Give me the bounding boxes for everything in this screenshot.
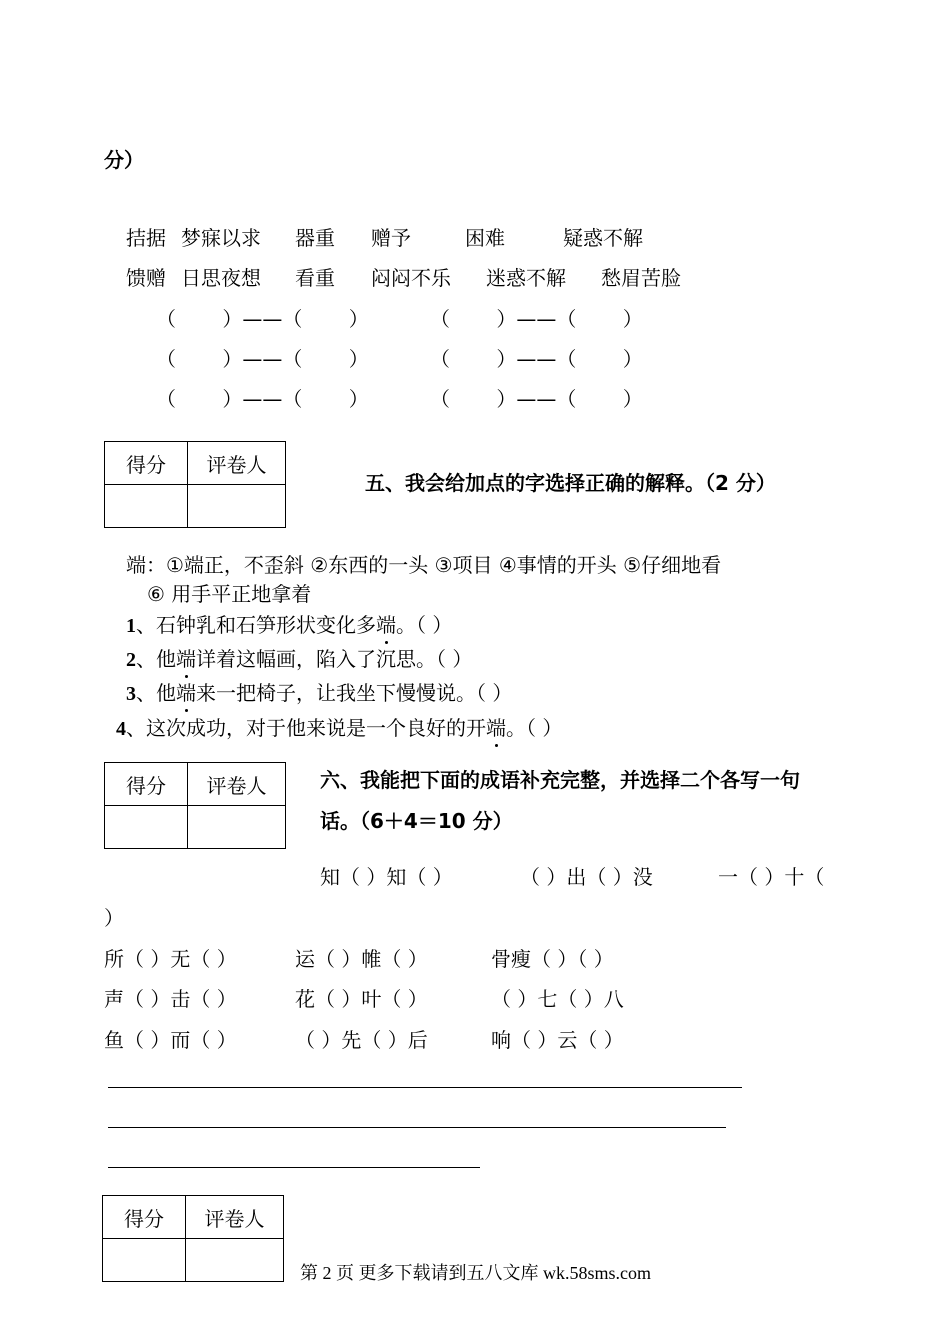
pair-blank[interactable]: （ ）——（ ）	[430, 387, 643, 411]
score-header: 得分	[105, 763, 188, 806]
score-cell[interactable]	[103, 1239, 186, 1282]
score-header: 得分	[105, 442, 188, 485]
question-3: 3、他端来一把椅子，让我坐下慢慢说。（ ）	[126, 681, 513, 705]
word: 拮据	[126, 226, 166, 250]
section-5-title: 五、我会给加点的字选择正确的解释。（2 分）	[365, 471, 776, 495]
idiom-item[interactable]: （ ）先（ ）后	[295, 1028, 428, 1052]
word: 梦寐以求	[181, 226, 261, 250]
word: 闷闷不乐	[371, 266, 451, 290]
score-table	[104, 762, 286, 849]
page-footer: 第 2 页 更多下载请到五八文库 wk.58sms.com	[300, 1263, 651, 1283]
word: 疑惑不解	[563, 226, 643, 250]
reviewer-cell[interactable]	[188, 806, 286, 849]
idiom-item[interactable]: 响（ ）云（ ）	[491, 1028, 624, 1052]
continued-fragment: 分）	[104, 148, 144, 172]
question-1: 1、石钟乳和石笋形状变化多端。（ ）	[126, 613, 453, 637]
word: 困难	[465, 226, 505, 250]
idiom-item[interactable]: 一（ ）十（	[718, 865, 825, 889]
idiom-item[interactable]: （ ）出（ ）没	[520, 865, 653, 889]
score-cell[interactable]	[105, 485, 188, 528]
idiom-item[interactable]: 花（ ）叶（ ）	[295, 987, 428, 1011]
word: 馈赠	[126, 266, 166, 290]
idiom-item[interactable]: 声（ ）击（ ）	[104, 987, 237, 1011]
section-6-title-line-2: 话。（6＋4＝10 分）	[320, 809, 513, 833]
idiom-item[interactable]: 鱼（ ）而（ ）	[104, 1028, 237, 1052]
idiom-item-continued: ）	[104, 906, 124, 930]
definitions-line-1: 端：①端正，不歪斜 ②东西的一头 ③项目 ④事情的开头 ⑤仔细地看	[126, 553, 722, 577]
section-6-title-line-1: 六、我能把下面的成语补充完整，并选择二个各写一句	[320, 768, 800, 792]
idiom-item[interactable]: 知（ ）知（ ）	[320, 865, 453, 889]
reviewer-header: 评卷人	[186, 1196, 284, 1239]
score-table	[102, 1195, 284, 1282]
question-2: 2、他端详着这幅画，陷入了沉思。（ ）	[126, 647, 473, 671]
pair-blank[interactable]: （ ）——（ ）	[156, 347, 369, 371]
score-cell[interactable]	[105, 806, 188, 849]
writing-line[interactable]	[108, 1087, 742, 1088]
word: 赠予	[371, 226, 411, 250]
idiom-item[interactable]: 运（ ）帷（ ）	[295, 947, 428, 971]
score-table	[104, 441, 286, 528]
idiom-item[interactable]: （ ）七（ ）八	[491, 987, 624, 1011]
pair-blank[interactable]: （ ）——（ ）	[156, 307, 369, 331]
writing-line[interactable]	[108, 1127, 726, 1128]
word: 器重	[295, 226, 335, 250]
reviewer-cell[interactable]	[186, 1239, 284, 1282]
reviewer-header: 评卷人	[188, 763, 286, 806]
score-header: 得分	[103, 1196, 186, 1239]
pair-blank[interactable]: （ ）——（ ）	[430, 347, 643, 371]
pair-blank[interactable]: （ ）——（ ）	[156, 387, 369, 411]
word: 愁眉苦脸	[601, 266, 681, 290]
idiom-item[interactable]: 骨瘦（ ）（ ）	[491, 947, 614, 971]
word: 日思夜想	[181, 266, 261, 290]
reviewer-cell[interactable]	[188, 485, 286, 528]
reviewer-header: 评卷人	[188, 442, 286, 485]
question-4: 4、这次成功，对于他来说是一个良好的开端。（ ）	[116, 716, 563, 740]
word: 看重	[295, 266, 335, 290]
writing-line[interactable]	[108, 1167, 480, 1168]
word: 迷惑不解	[486, 266, 566, 290]
definitions-line-2: ⑥ 用手平正地拿着	[147, 582, 312, 606]
pair-blank[interactable]: （ ）——（ ）	[430, 307, 643, 331]
idiom-item[interactable]: 所（ ）无（ ）	[104, 947, 237, 971]
